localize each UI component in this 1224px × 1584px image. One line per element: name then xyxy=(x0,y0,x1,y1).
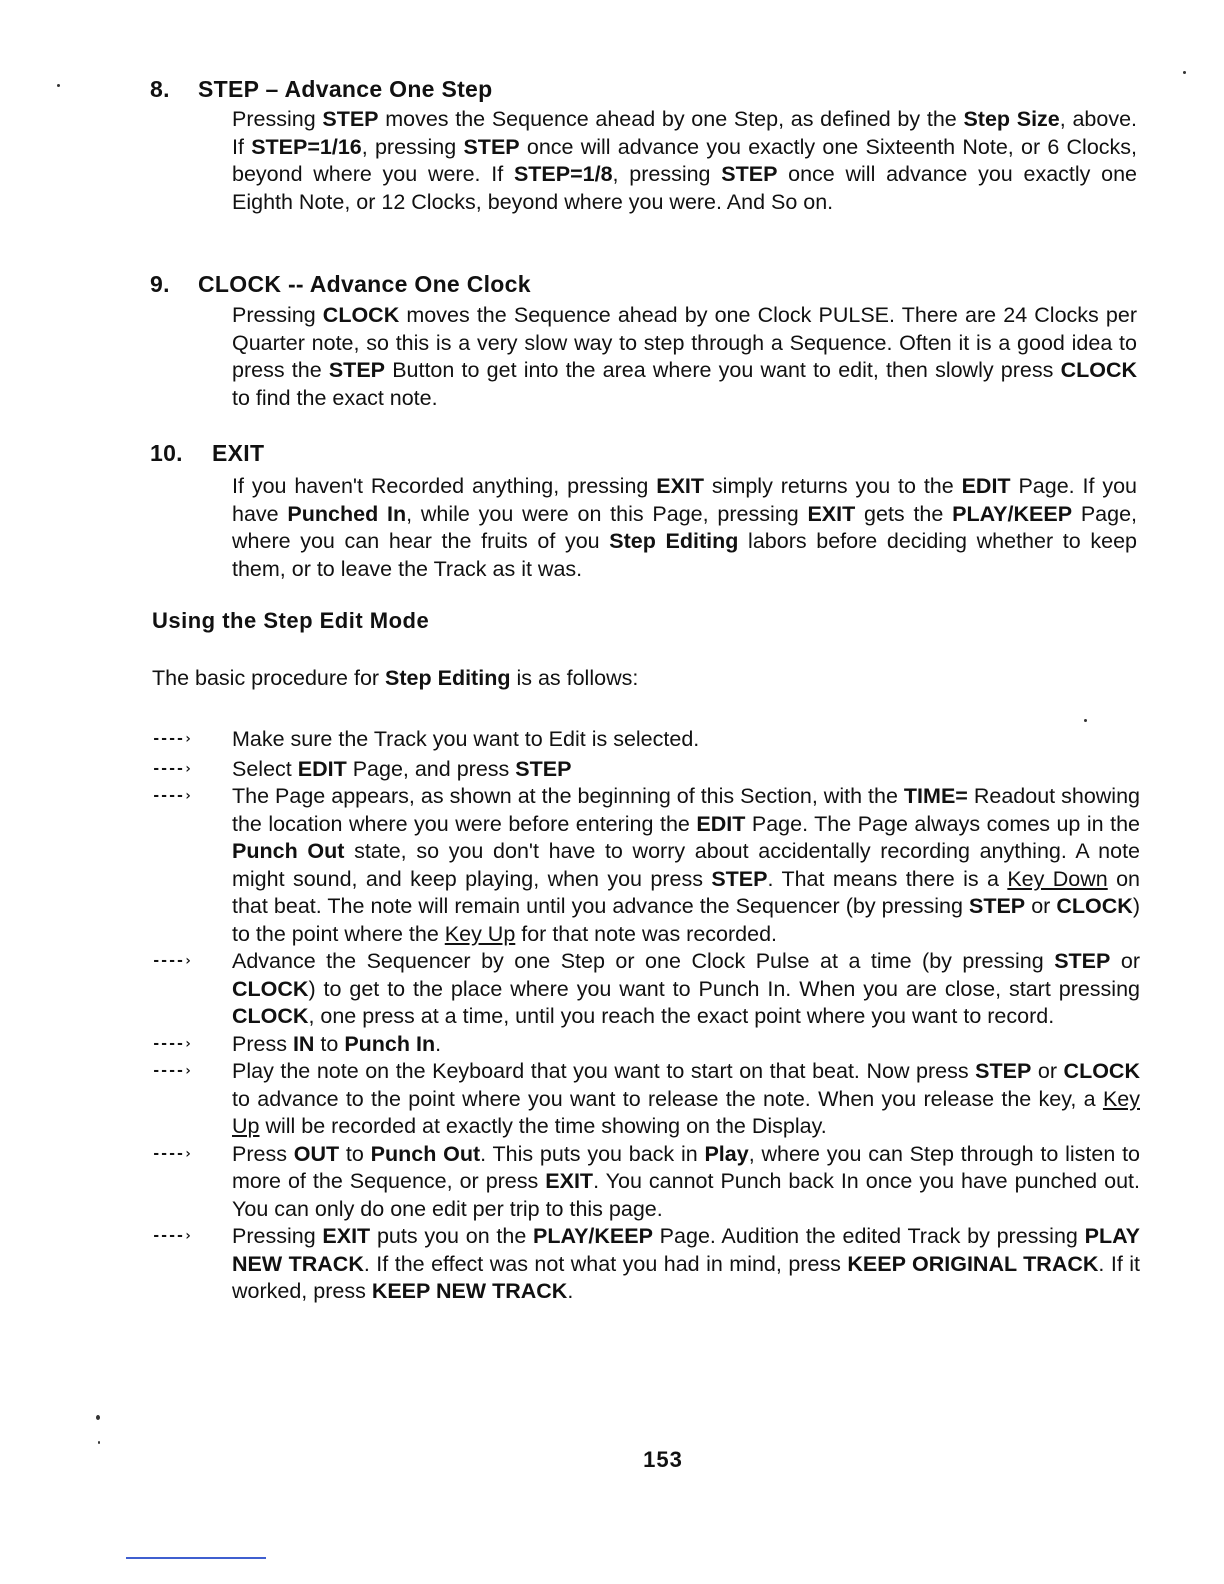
text-run: moves the Sequence ahead by one Step, as defined by the xyxy=(378,107,964,131)
bold-term: EXIT xyxy=(656,474,705,498)
bold-term: IN xyxy=(292,1031,315,1056)
text-run: , pressing xyxy=(361,134,464,159)
bold-term: Step Editing xyxy=(385,666,511,690)
bold-term: CLOCK xyxy=(1060,358,1137,382)
step-text xyxy=(232,726,1140,754)
step-text xyxy=(232,1058,1140,1141)
section-title: EXIT xyxy=(212,440,265,466)
bold-term: STEP xyxy=(975,1059,1032,1083)
bold-term: CLOCK xyxy=(1063,1059,1140,1083)
text-run: . You cannot Punch back In once you have punched out. You can only do one edit per trip to this page. xyxy=(232,1169,1140,1221)
bold-term: STEP=1/8 xyxy=(513,162,613,186)
text-run: , while you were on this Page, pressing xyxy=(406,501,808,526)
text-run: simply returns you to the xyxy=(704,474,962,498)
text-run: , one press at a time, until you reach the exact point where you want to record. xyxy=(308,1004,1055,1028)
text-run: Press xyxy=(232,1031,293,1056)
text-run: . If it worked, press xyxy=(232,1251,1141,1303)
bold-term: EXIT xyxy=(807,501,856,526)
bold-term: STEP xyxy=(968,894,1026,918)
text-run: moves the Sequence ahead by one Clock PULSE. There are 24 Clocks per Quarter note, so this is a very slow way to step through a Sequence. Often it is a good idea to press the xyxy=(232,303,1138,382)
bold-term: PLAY/KEEP xyxy=(533,1224,653,1248)
bold-term: STEP xyxy=(328,358,385,382)
text-run: Pressing xyxy=(232,107,323,131)
text-run: to xyxy=(339,1141,371,1166)
bold-term: EXIT xyxy=(322,1224,371,1248)
step-text xyxy=(232,756,1140,784)
section-9-body xyxy=(232,302,1137,412)
text-run: Advance the Sequencer by one Step or one Clock Pulse at a time (by pressing xyxy=(232,949,1055,973)
scan-speck xyxy=(96,1415,100,1420)
arrow-bullet-icon: ----› xyxy=(152,1228,192,1244)
section-10-body xyxy=(232,473,1137,583)
bold-term: Punch Out xyxy=(370,1141,481,1166)
bold-term: KEEP ORIGINAL TRACK xyxy=(847,1251,1099,1276)
bold-term: STEP xyxy=(322,107,379,131)
text-run: for that note was recorded. xyxy=(515,921,778,946)
bold-term: Step Size xyxy=(963,107,1060,131)
procedure-step xyxy=(150,1058,1140,1141)
procedure-step xyxy=(150,948,1140,1031)
arrow-bullet-icon: ----› xyxy=(152,731,192,747)
procedure-step xyxy=(150,1141,1140,1224)
arrow-bullet-icon: ----› xyxy=(152,1063,192,1079)
text-run: on that beat. The note will remain until you advance the Sequencer (by pressing xyxy=(232,866,1141,918)
text-run: The Page appears, as shown at the beginning of this Section, with the xyxy=(232,784,904,808)
step-text xyxy=(232,1031,1140,1059)
bold-term: Punch Out xyxy=(232,839,345,863)
text-run: is as follows: xyxy=(510,666,639,690)
text-run: , above. If xyxy=(232,107,1137,159)
underlined-term: Key Up xyxy=(444,921,516,946)
text-run: ) to get to the place where you want to Punch In. When you are close, start pressing xyxy=(308,976,1140,1001)
text-run: gets the xyxy=(855,501,953,526)
bold-term: STEP xyxy=(515,756,572,781)
text-run: Readout showing the location where you were before entering the xyxy=(232,784,1140,836)
text-run: . That means there is a xyxy=(767,866,1008,891)
text-run: ) to the point where the xyxy=(232,894,1140,946)
text-run: Play the note on the Keyboard that you want to start on that beat. Now press xyxy=(232,1059,976,1083)
text-run: or xyxy=(1110,949,1140,973)
bold-term: STEP xyxy=(1054,949,1111,973)
bold-term: CLOCK xyxy=(232,976,309,1001)
procedure-step xyxy=(150,1031,1140,1059)
page-number: 153 xyxy=(643,1447,683,1472)
bold-term: STEP xyxy=(711,866,768,891)
text-run: , where you can Step through to listen to more of the Sequence, or press xyxy=(232,1141,1140,1193)
bold-term: PLAY NEW TRACK xyxy=(232,1224,1140,1276)
bold-term: CLOCK xyxy=(322,303,400,327)
section-number: 10. xyxy=(150,440,183,466)
bold-term: EDIT xyxy=(961,474,1011,498)
bold-term: EDIT xyxy=(696,811,746,836)
footer-rule xyxy=(126,1557,266,1559)
text-run: Page. If you have xyxy=(232,474,1137,526)
text-run: Press xyxy=(232,1141,294,1166)
bold-term: EXIT xyxy=(545,1169,594,1193)
procedure-step xyxy=(150,1223,1140,1306)
underlined-term: Key Up xyxy=(232,1086,1140,1138)
text-run: Page, where you can hear the fruits of you xyxy=(232,501,1138,553)
text-run: . If the effect was not what you had in mind, press xyxy=(363,1251,848,1276)
bold-term: STEP=1/16 xyxy=(251,134,362,159)
bold-term: CLOCK xyxy=(1056,894,1133,918)
text-run: Make sure the Track you want to Edit is selected. xyxy=(232,727,700,751)
bold-term: Play xyxy=(704,1141,749,1166)
step-text xyxy=(232,1223,1140,1306)
bold-term: Punch In xyxy=(344,1031,436,1056)
scan-speck xyxy=(98,1441,100,1444)
bold-term: Step Editing xyxy=(609,529,739,553)
step-text xyxy=(232,948,1140,1031)
text-run: or xyxy=(1025,894,1057,918)
scan-speck xyxy=(1084,719,1087,722)
procedure-step xyxy=(150,783,1140,948)
section-number: 9. xyxy=(150,271,170,297)
text-run: . xyxy=(435,1031,442,1056)
arrow-bullet-icon: ----› xyxy=(152,760,192,777)
text-run: Button to get into the area where you want to edit, then slowly press xyxy=(385,358,1061,382)
procedure-step xyxy=(150,756,1140,784)
underlined-term: Key Down xyxy=(1007,866,1108,891)
subheading: Using the Step Edit Mode xyxy=(152,608,430,633)
text-run: Select xyxy=(232,756,298,781)
section-9-heading xyxy=(150,271,531,298)
text-run: Pressing xyxy=(232,1224,323,1248)
text-run: . xyxy=(567,1279,574,1303)
arrow-bullet-icon: ----› xyxy=(152,1035,192,1052)
scan-speck xyxy=(57,84,60,87)
text-run: once will advance you exactly one Eighth Note, or 12 Clocks, beyond where you were. And So on. xyxy=(232,162,1137,214)
text-run: once will advance you exactly one Sixteenth Note, or 6 Clocks, beyond where you were. If xyxy=(232,134,1138,186)
section-number: 8. xyxy=(150,76,170,102)
section-title: STEP – Advance One Step xyxy=(198,76,493,102)
section-8-heading xyxy=(150,76,493,103)
bold-term: CLOCK xyxy=(232,1004,309,1028)
arrow-bullet-icon: ----› xyxy=(152,788,192,804)
text-run: to advance to the point where you want to release the note. When you release the key, a xyxy=(232,1086,1103,1111)
scan-speck xyxy=(1183,71,1186,74)
arrow-bullet-icon: ----› xyxy=(152,1145,192,1162)
bold-term: Punched In xyxy=(287,501,407,526)
text-run: If you haven't Recorded anything, pressing xyxy=(232,474,657,498)
text-run: Page. The Page always comes up in the xyxy=(745,811,1140,836)
step-text xyxy=(232,783,1140,948)
text-run: The basic procedure for xyxy=(152,666,386,690)
text-run: to find the exact note. xyxy=(232,385,438,410)
procedure-steps xyxy=(150,726,1140,1306)
step-text xyxy=(232,1141,1140,1224)
bold-term: TIME= xyxy=(903,784,968,808)
arrow-bullet-icon: ----› xyxy=(152,953,192,969)
text-run: labors before deciding whether to keep them, or to leave the Track as it was. xyxy=(232,529,1138,581)
bold-term: EDIT xyxy=(297,756,347,781)
text-run: to xyxy=(314,1031,345,1056)
text-run: Page, and press xyxy=(346,756,516,781)
procedure-step xyxy=(150,726,1140,754)
section-8-body xyxy=(232,106,1137,216)
bold-term: OUT xyxy=(293,1141,340,1166)
bold-term: KEEP NEW TRACK xyxy=(371,1279,568,1303)
text-run: will be recorded at exactly the time showing on the Display. xyxy=(259,1114,827,1138)
text-run: or xyxy=(1031,1059,1064,1083)
intro-text xyxy=(152,666,638,691)
text-run: Pressing xyxy=(232,303,323,327)
text-run: puts you on the xyxy=(370,1224,534,1248)
section-10-heading xyxy=(150,440,264,467)
text-run: Page. Audition the edited Track by pressing xyxy=(652,1224,1085,1248)
text-run: . This puts you back in xyxy=(480,1141,705,1166)
text-run: , pressing xyxy=(612,162,722,186)
bold-term: PLAY/KEEP xyxy=(952,501,1073,526)
section-title: CLOCK -- Advance One Clock xyxy=(198,271,531,297)
text-run: state, so you don't have to worry about accidentally recording anything. A note might sound, and keep playing, when you press xyxy=(232,839,1141,891)
bold-term: STEP xyxy=(721,162,778,186)
bold-term: STEP xyxy=(463,134,520,159)
